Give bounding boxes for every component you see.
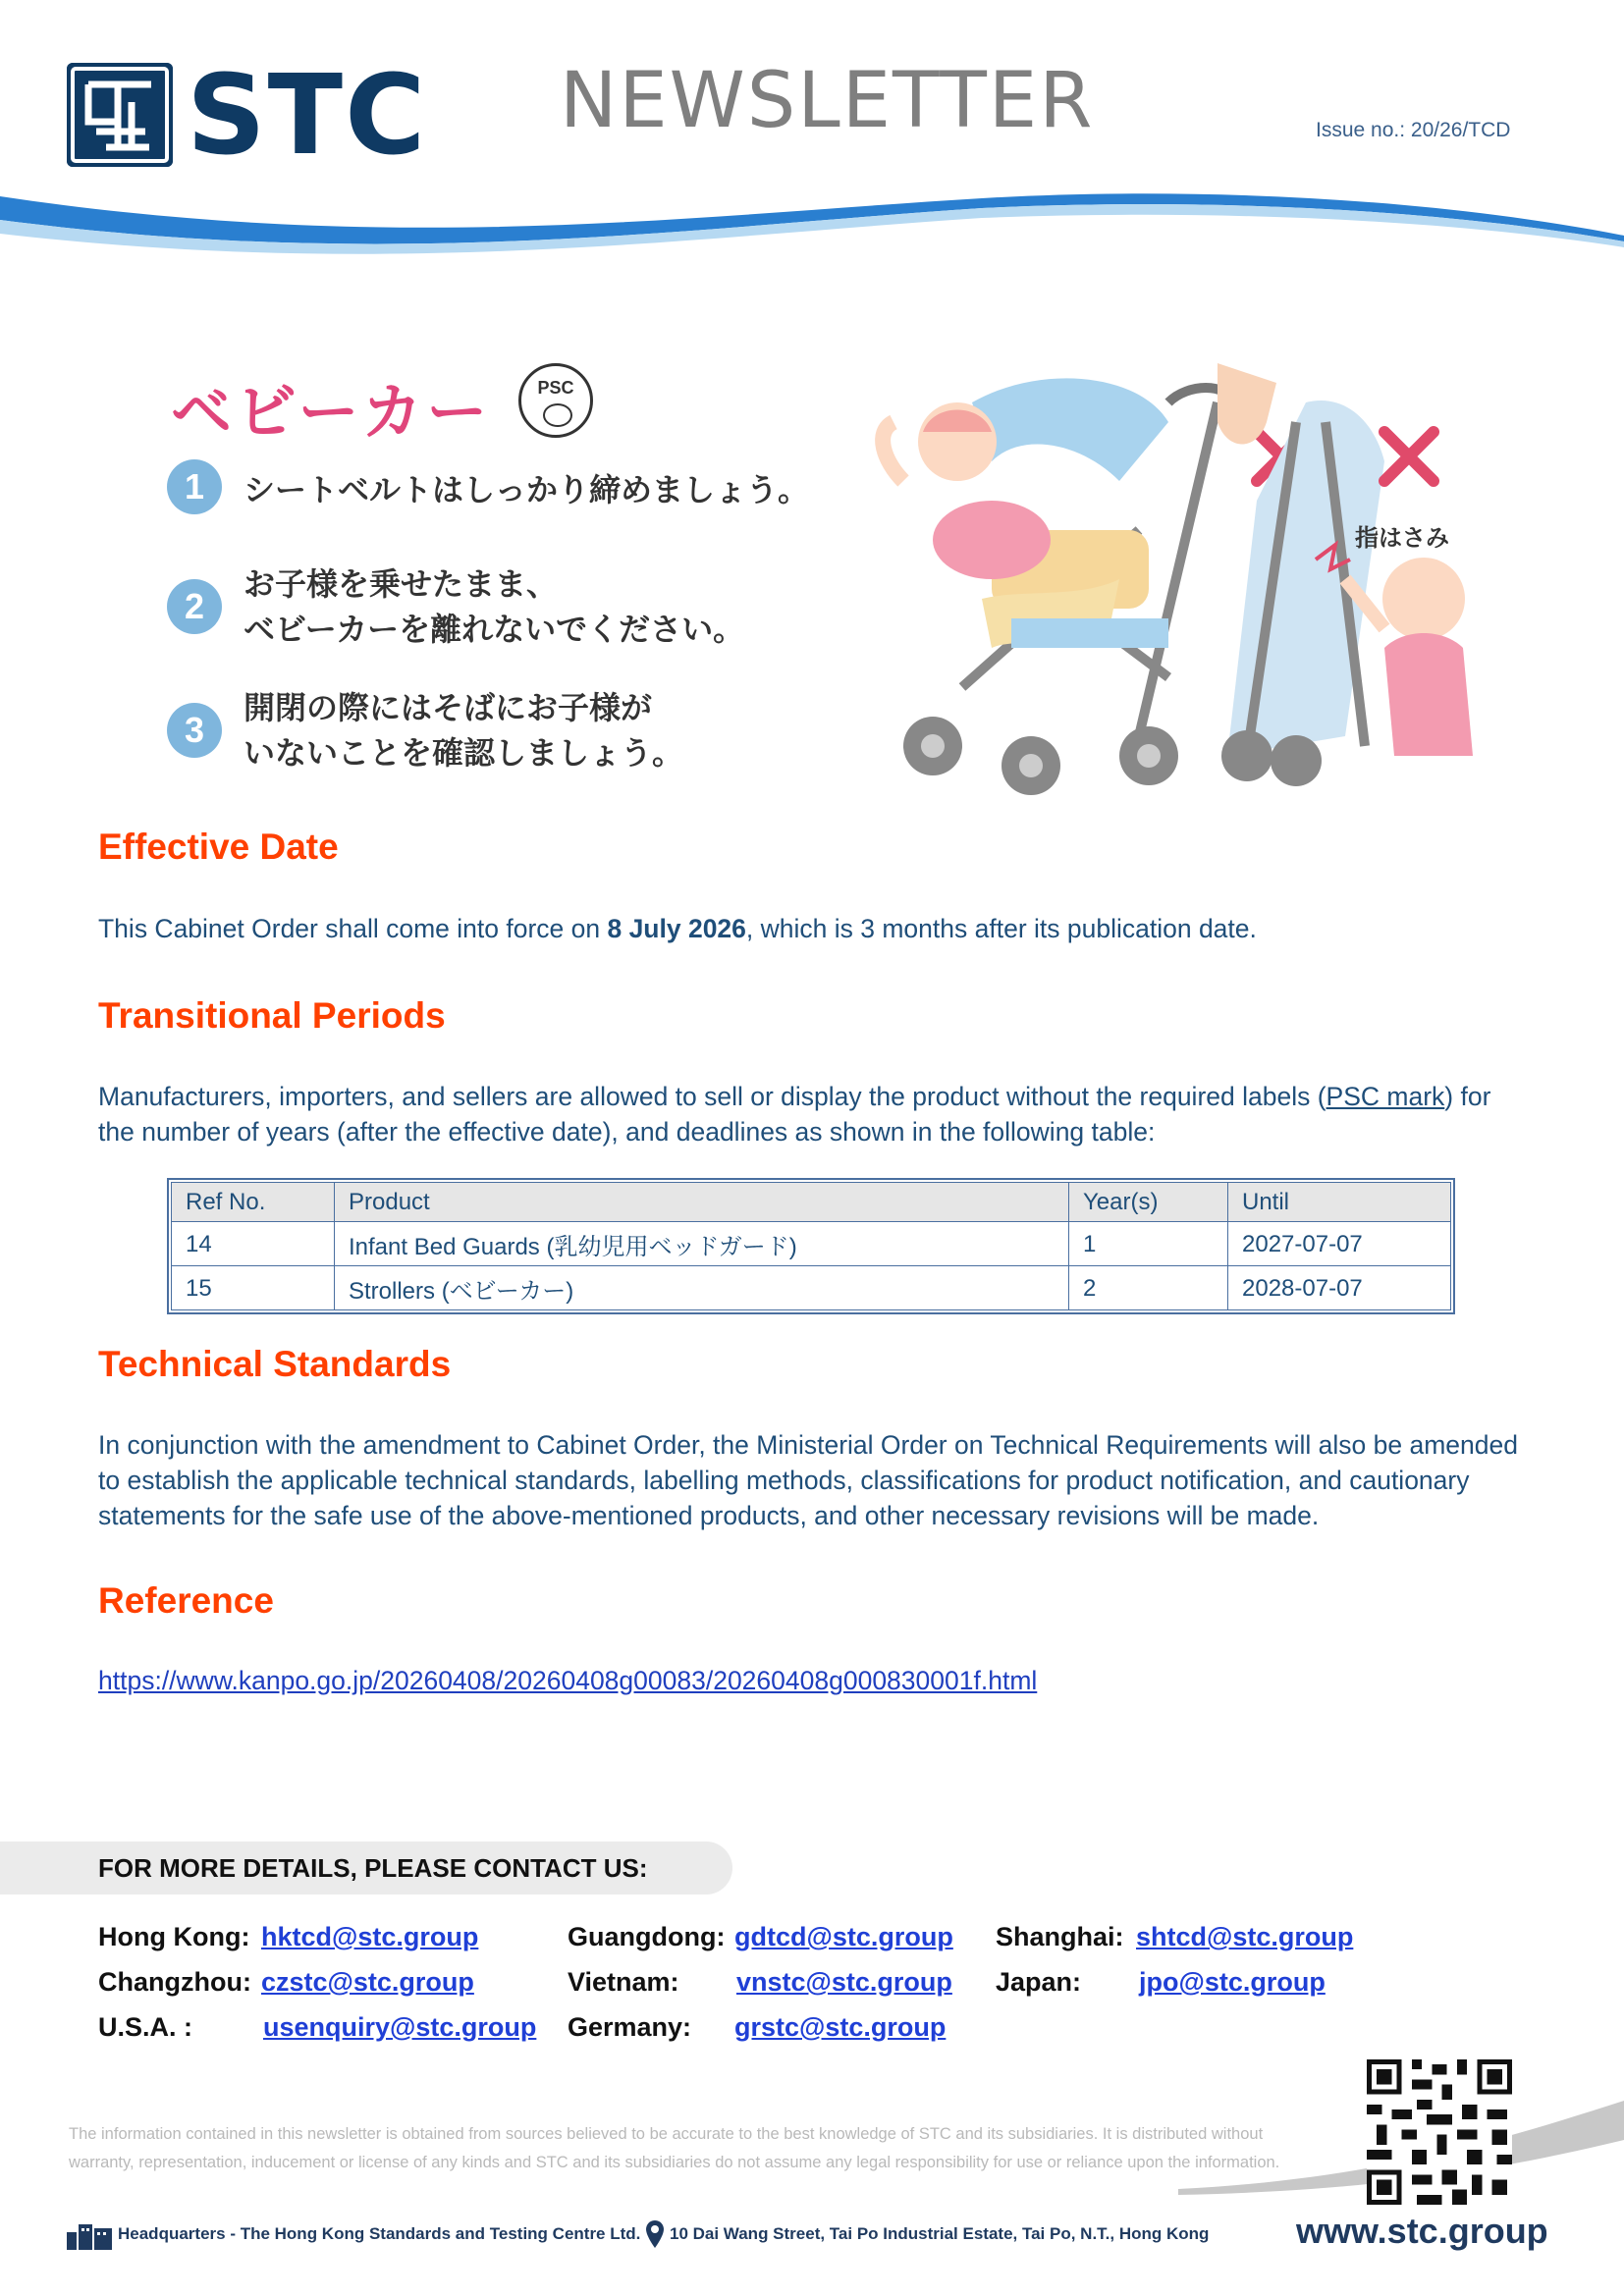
rule-text: お子様を乗せたまま、: [244, 565, 559, 603]
effective-date-value: 8 July 2026: [607, 914, 746, 943]
location-pin-icon: [646, 2220, 664, 2248]
baby-face-icon: [543, 403, 572, 427]
psc-badge-label: PSC: [537, 378, 574, 398]
contact-label: Guangdong:: [568, 1922, 726, 1951]
contact-email-link[interactable]: jpo@stc.group: [1139, 1967, 1326, 1997]
column-header: Year(s): [1069, 1183, 1228, 1222]
contact-email-link[interactable]: grstc@stc.group: [734, 2012, 947, 2042]
building-icon: [67, 2220, 112, 2250]
column-header: Product: [335, 1183, 1069, 1222]
contact-label: Shanghai:: [996, 1922, 1124, 1951]
contact-email-link[interactable]: hktcd@stc.group: [261, 1922, 479, 1951]
contact-label: Germany:: [568, 2012, 692, 2042]
contact-email-link[interactable]: gdtcd@stc.group: [734, 1922, 953, 1951]
folded-stroller-pinch-icon: [1188, 363, 1483, 815]
website-link[interactable]: www.stc.group: [1296, 2211, 1548, 2251]
table-cell: 2027-07-07: [1228, 1222, 1451, 1266]
transitional-periods-paragraph: [98, 1079, 1532, 1149]
table-cell: 2: [1069, 1266, 1228, 1310]
table-header-row: [172, 1183, 1451, 1222]
qr-code-icon[interactable]: [1367, 2059, 1512, 2205]
transitional-periods-heading: Transitional Periods: [98, 995, 446, 1036]
transitional-text-start: Manufacturers, importers, and sellers are allowed to sell or display the product without the required labels (: [98, 1082, 1326, 1111]
contact-label: Japan:: [996, 1967, 1082, 1997]
psc-badge-icon: [518, 363, 593, 438]
table-row: [172, 1266, 1451, 1310]
contact-label: Hong Kong:: [98, 1922, 250, 1951]
technical-standards-paragraph: In conjunction with the amendment to Cabinet Order, the Ministerial Order on Technical Requirements will also be amended to establish the applicable technical standards, labelling methods, classifications for product notification, and cautionary statements for the safe use of the above-mentioned products, and other necessary revisions will be made.: [98, 1430, 1518, 1530]
reference-heading: Reference: [98, 1580, 274, 1621]
effective-text-start: This Cabinet Order shall come into force on: [98, 914, 608, 943]
disclaimer-line: The information contained in this newsletter is obtained from sources believed to be accurate to the best knowledge of STC and its subsidiaries. It is distributed without: [69, 2125, 1264, 2143]
column-header: Ref No.: [172, 1183, 335, 1222]
column-header: Until: [1228, 1183, 1451, 1222]
contact-email-link[interactable]: usenquiry@stc.group: [263, 2012, 537, 2042]
table-cell: Strollers (ベビーカー): [335, 1266, 1069, 1310]
rule-text: シートベルトはしっかり締めましょう。: [244, 471, 810, 508]
disclaimer-line: warranty, representation, inducement or license of any kinds and STC and its subsidiaries do not assume any legal responsibility for use or reliance upon the information.: [69, 2154, 1280, 2171]
table-row: [172, 1222, 1451, 1266]
rule-number-badge: 1: [167, 459, 222, 514]
contact-title: FOR MORE DETAILS, PLEASE CONTACT US:: [98, 1853, 648, 1883]
table-cell: 14: [172, 1222, 335, 1266]
contact-email-link[interactable]: shtcd@stc.group: [1136, 1922, 1354, 1951]
address-label: 10 Dai Wang Street, Tai Po Industrial Estate, Tai Po, N.T., Hong Kong: [670, 2224, 1210, 2243]
header-swoosh-decoration: [0, 177, 1624, 265]
table-cell: 1: [1069, 1222, 1228, 1266]
effective-date-paragraph: [98, 911, 1532, 946]
issue-number: Issue no.: 20/26/TCD: [1316, 119, 1511, 141]
contact-label: Vietnam:: [568, 1967, 679, 1997]
contact-label: Changzhou:: [98, 1967, 251, 1997]
logo-wordmark: STC: [187, 52, 428, 180]
effective-text-end: , which is 3 months after its publication date.: [745, 914, 1257, 943]
reference-paragraph: [98, 1663, 1532, 1698]
technical-standards-heading: Technical Standards: [98, 1344, 452, 1384]
transitional-table: [167, 1178, 1455, 1314]
logo-mark-icon: [67, 63, 173, 167]
headquarters-label: Headquarters - The Hong Kong Standards and Testing Centre Ltd.: [118, 2224, 641, 2243]
rule-number-badge: 2: [167, 579, 222, 634]
psc-mark-link[interactable]: PSC mark: [1326, 1082, 1445, 1111]
illustration-title: ベビーカー: [171, 376, 492, 448]
contact-email-link[interactable]: vnstc@stc.group: [736, 1967, 952, 1997]
rule-text: 開閉の際にはそばにお子様が: [244, 689, 653, 726]
stroller-safety-illustration: [167, 363, 1483, 815]
pinch-warning-label: 指はさみ: [1355, 524, 1449, 552]
stc-logo: [67, 52, 460, 180]
newsletter-title: NEWSLETTER: [560, 57, 1095, 145]
disclaimer: [69, 2120, 1306, 2177]
reference-link[interactable]: https://www.kanpo.go.jp/20260408/20260408g00083/20260408g000830001f.html: [98, 1666, 1038, 1695]
contact-email-link[interactable]: czstc@stc.group: [261, 1967, 474, 1997]
effective-date-heading: Effective Date: [98, 827, 339, 867]
table-cell: 2028-07-07: [1228, 1266, 1451, 1310]
rule-number-badge: 3: [167, 703, 222, 758]
table-cell: 15: [172, 1266, 335, 1310]
transitional-text-end: ) for the number of years (after the effective date), and deadlines as shown in the following table:: [98, 1082, 1491, 1147]
rule-text: ベビーカーを離れないでください。: [244, 611, 745, 648]
contact-label: U.S.A. :: [98, 2012, 193, 2042]
rule-text: いないことを確認しましょう。: [244, 734, 684, 772]
table-cell: Infant Bed Guards (乳幼児用ベッドガード): [335, 1222, 1069, 1266]
